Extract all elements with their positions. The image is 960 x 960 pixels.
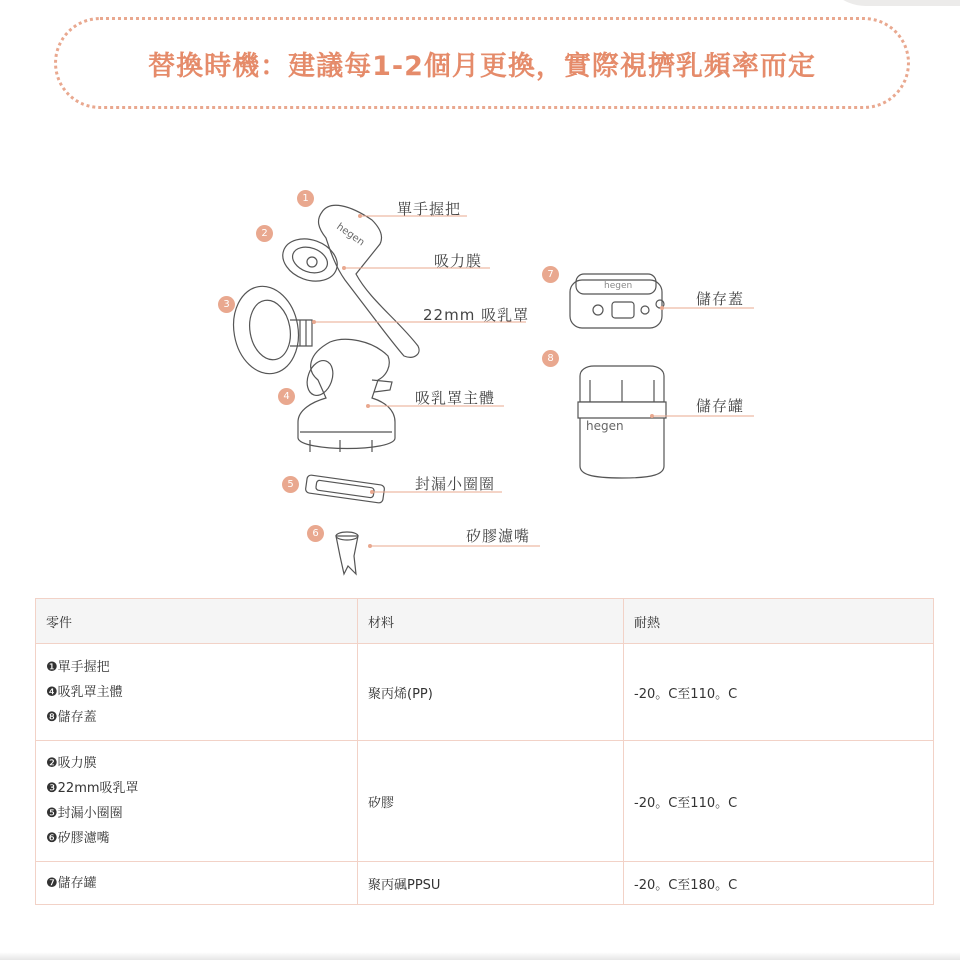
callout-number-5: 5 bbox=[282, 476, 299, 493]
callout-number-4: 4 bbox=[278, 388, 295, 405]
breast-shield-illustration bbox=[227, 281, 312, 379]
part-item: ❷吸力膜 bbox=[46, 756, 97, 771]
storage-lid-illustration bbox=[570, 274, 664, 328]
callout-number-6: 6 bbox=[307, 525, 324, 542]
callout-number-2: 2 bbox=[256, 225, 273, 242]
part-item: ❹吸乳罩主體 bbox=[46, 684, 123, 700]
label-pump-body: 吸乳罩主體 bbox=[415, 389, 496, 407]
part-item: ❻矽膠濾嘴 bbox=[46, 831, 110, 846]
banner-text: 替換時機：建議每1-2個月更換，實際視擠乳頻率而定 bbox=[148, 50, 816, 82]
bottom-divider bbox=[0, 952, 960, 960]
header-material: 材料 bbox=[358, 599, 624, 644]
material-cell: 聚丙烯(PP) bbox=[358, 644, 624, 741]
header-part: 零件 bbox=[36, 599, 358, 644]
label-membrane: 吸力膜 bbox=[434, 252, 483, 270]
parts-diagram bbox=[0, 170, 960, 590]
callout-number-8: 8 bbox=[542, 350, 559, 367]
label-handle: 單手握把 bbox=[397, 200, 462, 218]
callout-number-1: 1 bbox=[297, 190, 314, 207]
spec-table bbox=[35, 598, 934, 905]
storage-container-illustration bbox=[578, 366, 666, 478]
heat-cell: -20。C至110。C bbox=[624, 644, 934, 741]
table-row bbox=[36, 644, 934, 741]
material-cell: 矽膠 bbox=[358, 741, 624, 862]
label-valve: 矽膠濾嘴 bbox=[466, 527, 531, 545]
heat-cell: -20。C至110。C bbox=[624, 741, 934, 862]
valve-illustration bbox=[336, 532, 358, 574]
part-item: ❽儲存蓋 bbox=[46, 709, 97, 725]
material-cell: 聚丙碸PPSU bbox=[358, 862, 624, 905]
parts-cell bbox=[36, 644, 358, 741]
heat-cell: -20。C至180。C bbox=[624, 862, 934, 905]
parts-cell bbox=[36, 862, 358, 905]
part-item: ❸22mm吸乳罩 bbox=[46, 781, 139, 796]
label-seal-ring: 封漏小圈圈 bbox=[415, 475, 496, 493]
table-row bbox=[36, 741, 934, 862]
table-row bbox=[36, 862, 934, 905]
parts-cell bbox=[36, 741, 358, 862]
lid-brand-text: hegen bbox=[604, 281, 633, 291]
part-item: ❶單手握把 bbox=[46, 659, 110, 675]
part-item: ❺封漏小圈圈 bbox=[46, 806, 123, 821]
callout-number-3: 3 bbox=[218, 296, 235, 313]
handle-illustration bbox=[319, 205, 420, 357]
table-header-row bbox=[36, 599, 934, 644]
corner-decoration bbox=[820, 0, 960, 6]
label-storage-lid: 儲存蓋 bbox=[696, 290, 745, 308]
header-heat: 耐熱 bbox=[624, 599, 934, 644]
seal-ring-illustration bbox=[305, 475, 385, 504]
callout-number-7: 7 bbox=[542, 266, 559, 283]
pump-body-illustration bbox=[298, 339, 395, 452]
part-item: ❼儲存罐 bbox=[46, 875, 97, 891]
label-breast-shield: 22mm 吸乳罩 bbox=[423, 306, 530, 324]
container-brand-text: hegen bbox=[586, 419, 624, 433]
label-storage-container: 儲存罐 bbox=[696, 397, 745, 415]
handle-brand-text: hegen bbox=[334, 221, 367, 249]
replacement-banner bbox=[54, 17, 910, 109]
